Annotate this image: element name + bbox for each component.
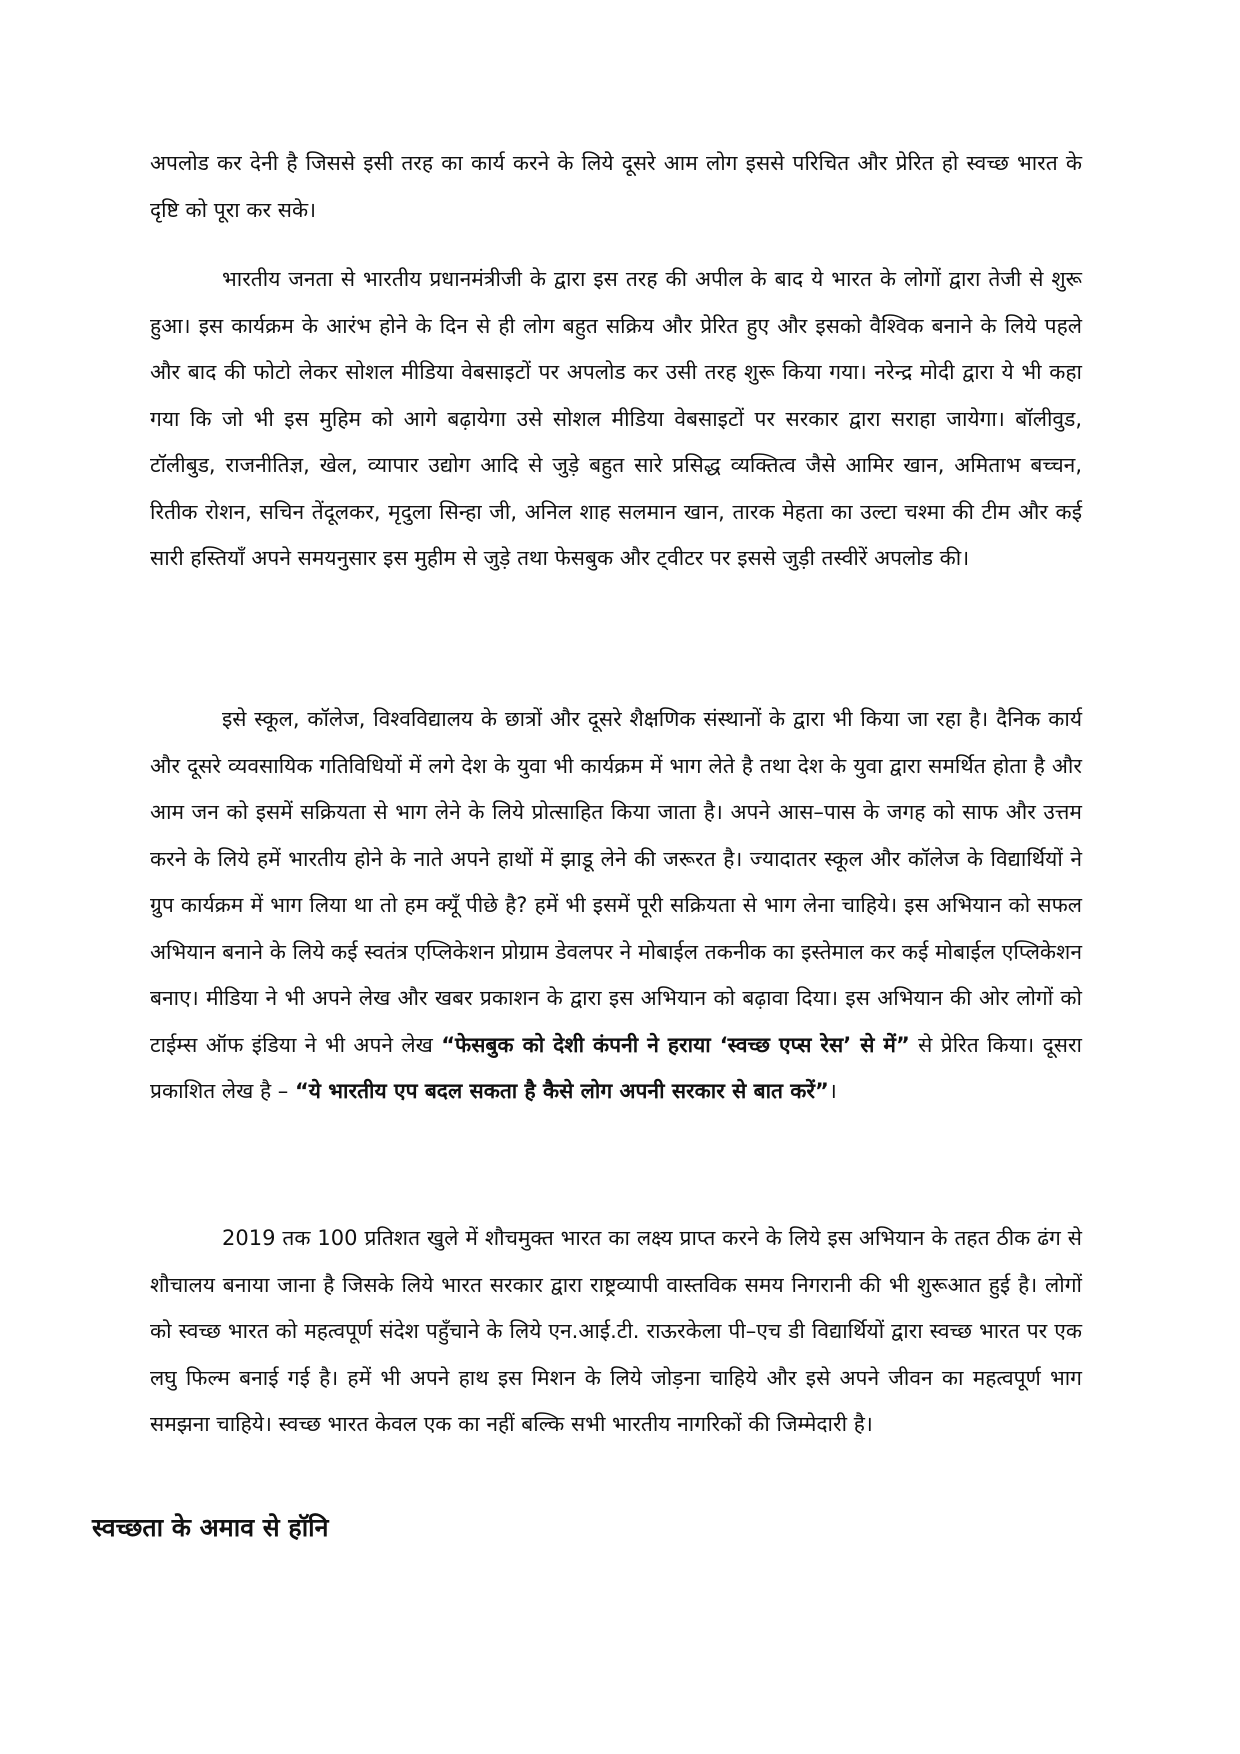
section-heading: स्वच्छता के अमाव से हॉनि (92, 1513, 329, 1542)
paragraph-2-text: भारतीय जनता से भारतीय प्रधानमंत्रीजी के द्वारा इस तरह की अपील के बाद ये भारत के लोगों द्वारा तेजी से शुरू हुआ। इस कार्यक्रम के आरंभ होने के दिन से ही लोग बहुत सक्रिय और प्रेरित हुए और इसको वैश्विक बनाने के लिये पहले और बाद की फोटो लेकर सोशल मीडिया वेबसाइटों पर अपलोड कर उसी तरह शुरू किया गया। नरेन्द्र मोदी द्वारा ये भी कहा गया कि जो भी इस मुहिम को आगे बढ़ायेगा उसे सोशल मीडिया वेबसाइटों पर सरकार द्वारा सराहा जायेगा। बॉलीवुड, टॉलीबुड, राजनीतिज्ञ, खेल, व्यापार उद्योग आदि से जुड़े बहुत सारे प्रसिद्ध व्यक्तित्व जैसे आमिर खान, अमिताभ बच्चन, रितीक रोशन, सचिन तेंदूलकर, मृदुला सिन्हा जी, अनिल शाह सलमान खान, तारक मेहता का उल्टा चश्मा की टीम और कई सारी हस्तियाँ अपने समयनुसार इस मुहीम से जुड़े तथा फेसबुक और ट्वीटर पर इससे जुड़ी तस्वीरें अपलोड की। (150, 267, 1082, 570)
paragraph-1-text: अपलोड कर देनी है जिससे इसी तरह का कार्य करने के लिये दूसरे आम लोग इससे परिचित और प्रेरित हो स्वच्छ भारत के दृष्टि को पूरा कर सके। (150, 151, 1082, 222)
article-title-1: “फेसबुक को देशी कंपनी ने हराया ‘स्वच्छ एप्स रेस’ से में” (441, 1032, 910, 1057)
paragraph-4-text: 2019 तक 100 प्रतिशत खुले में शौचमुक्त भारत का लक्ष्य प्राप्त करने के लिये इस अभियान के तहत ठीक ढंग से शौचालय बनाया जाना है जिसके लिये भारत सरकार द्वारा राष्ट्रव्यापी वास्तविक समय निगरानी की भी शुरूआत हुई है। लोगों को स्वच्छ भारत को महत्वपूर्ण संदेश पहुँचाने के लिये एन.आई.टी. राऊरकेला पी–एच डी विद्यार्थियों द्वारा स्वच्छ भारत पर एक लघु फिल्म बनाई गई है। हमें भी अपने हाथ इस मिशन के लिये जोड़ना चाहिये और इसे अपने जीवन का महत्वपूर्ण भाग समझना चाहिये। स्वच्छ भारत केवल एक का नहीं बल्कि सभी भारतीय नागरिकों की जिम्मेदारी है। (150, 1226, 1082, 1436)
paragraph-3-text: इसे स्कूल, कॉलेज, विश्वविद्यालय के छात्रों और दूसरे शैक्षणिक संस्थानों के द्वारा भी किया जा रहा है। दैनिक कार्य और दूसरे व्यवसायिक गतिविधियों में लगे देश के युवा भी कार्यक्रम में भाग लेते है तथा देश के युवा द्वारा समर्थित होता है और आम जन को इसमें सक्रियता से भाग लेने के लिये प्रोत्साहित किया जाता है। अपने आस–पास के जगह को साफ और उत्तम करने के लिये हमें भारतीय होने के नाते अपने हाथों में झाडू लेने की जरूरत है। ज्यादातर स्कूल और कॉलेज के विद्यार्थियों ने ग्रुप कार्यक्रम में भाग लिया था तो हम क्यूँ पीछे है? हमें भी इसमें पूरी सक्रियता से भाग लेना चाहिये। इस अभियान को सफल अभियान बनाने के लिये कई स्वतंत्र एप्लिकेशन प्रोग्राम डेवलपर ने मोबाईल तकनीक का इस्तेमाल कर कई मोबाईल एप्लिकेशन बनाए। मीडिया ने भी अपने लेख और खबर प्रकाशन के द्वारा इस अभियान को बढ़ावा दिया। इस अभियान की ओर लोगों को टाईम्स ऑफ इंडिया ने भी अपने लेख (150, 707, 1082, 1057)
paragraph-1 (150, 140, 1082, 233)
paragraph-3-end: । (828, 1079, 837, 1103)
paragraph-3 (150, 696, 1082, 1115)
paragraph-2 (150, 256, 1082, 582)
article-title-2: “ये भारतीय एप बदल सकता है कैसे लोग अपनी सरकार से बात करें” (294, 1079, 829, 1103)
paragraph-4 (150, 1215, 1082, 1448)
paragraph-3-middle: से प्रेरित किया। दूसरा प्रकाशित लेख है – (150, 1032, 1082, 1103)
